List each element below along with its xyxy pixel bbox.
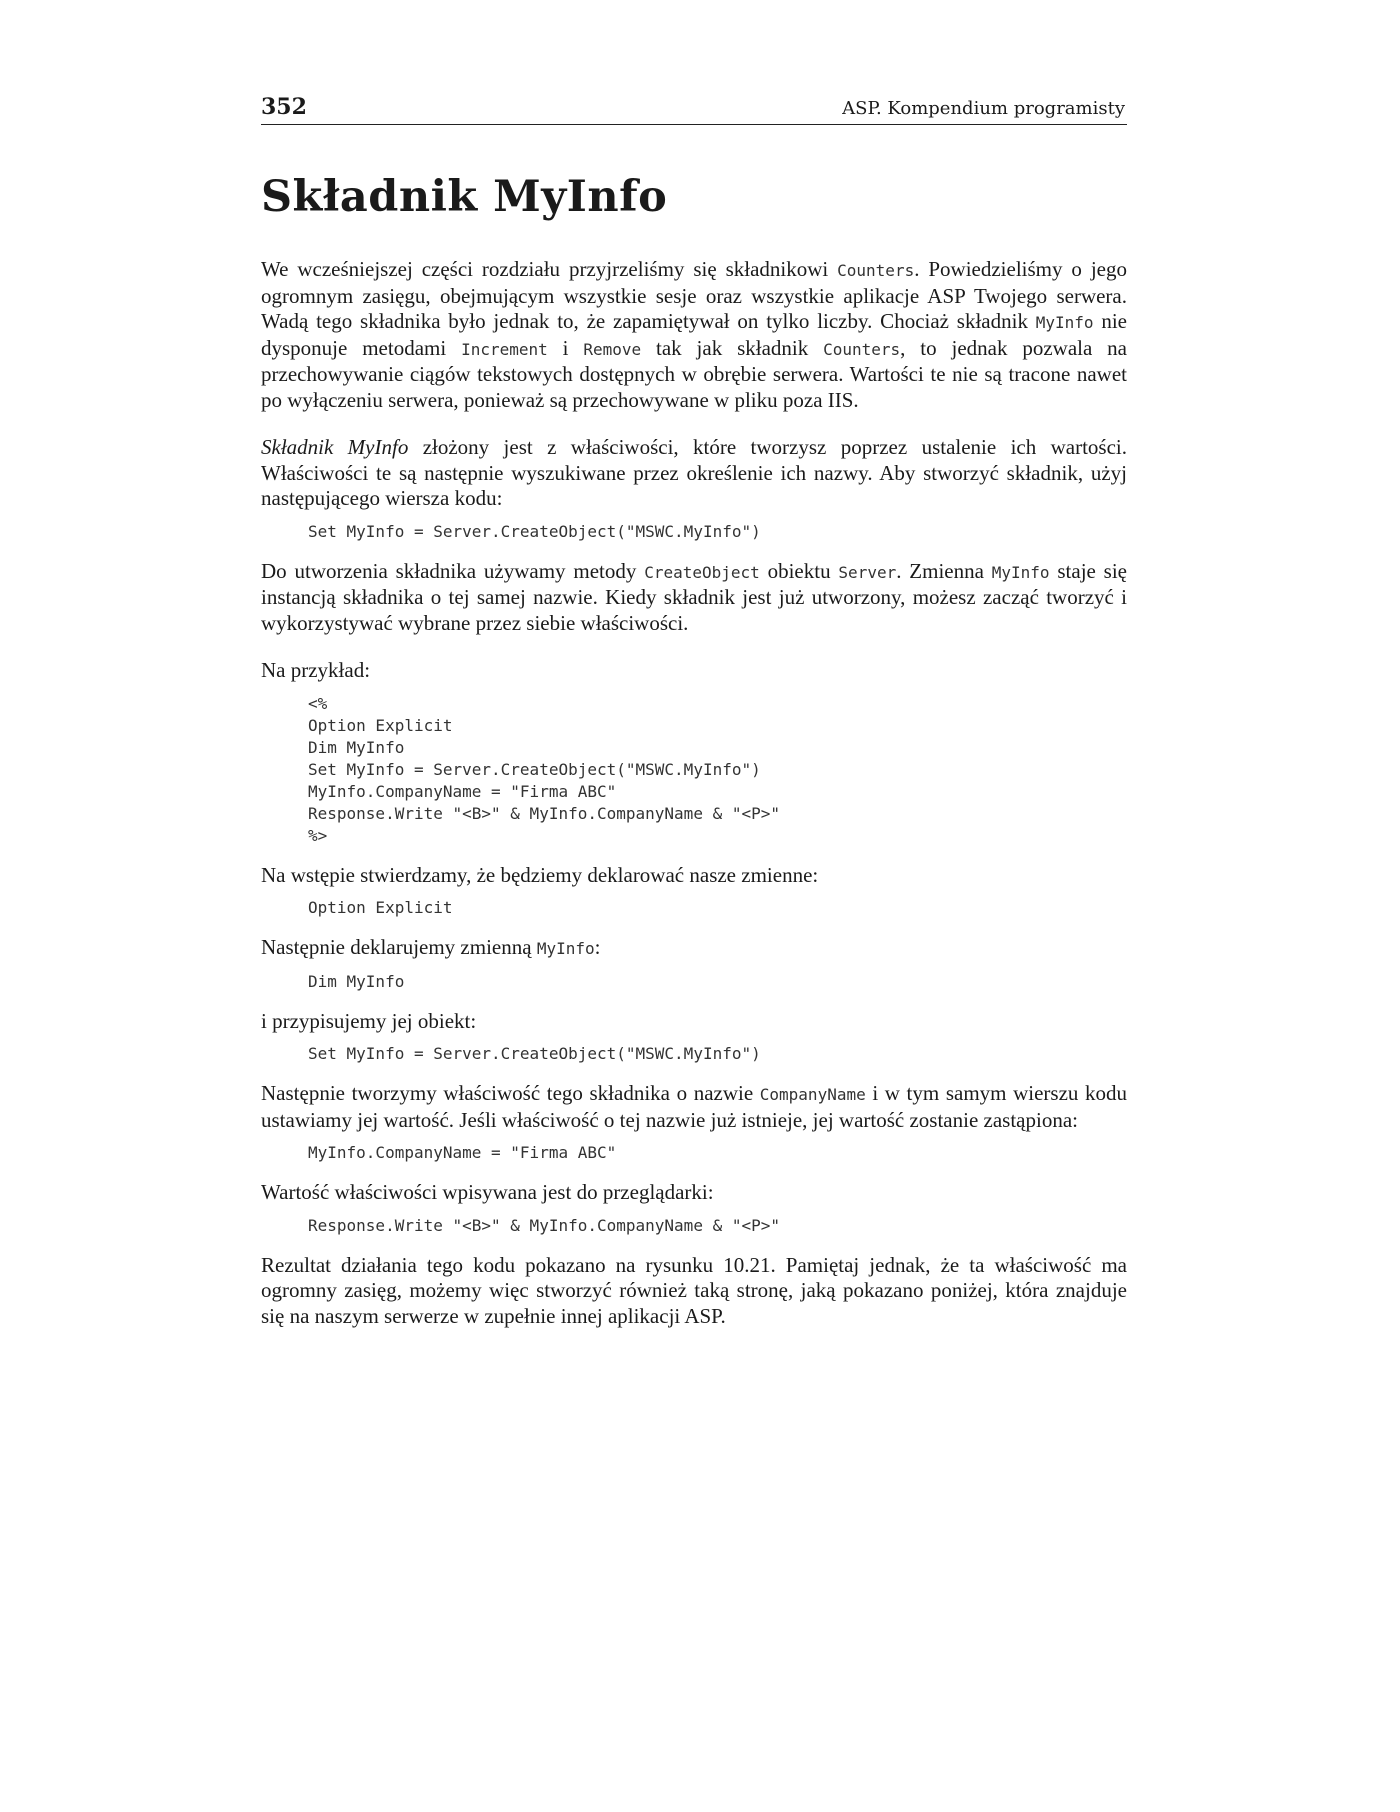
code-listing-option: Option Explicit [308,898,453,917]
paragraph-write: Wartość właściwości wpisywana jest do przeglądarki: [261,1180,714,1204]
body-text [261,257,1127,1329]
code-listing-dim: Dim MyInfo [308,971,405,991]
paragraph-property: Następnie tworzymy właściwość tego składnika o nazwie CompanyName i w tym samym wierszu kodu ustawiamy jej wartość. Jeśli właściwość o tej nazwie już istnieje, jej wartość zostanie zastąpiona: [261,1081,1128,1132]
paragraph-intro: We wcześniejszej części rozdziału przyjrzeliśmy się składnikowi Counters. Powiedzieliśmy o jego ogromnym zasięgu, obejmującym wszystkie sesje oraz wszystkie aplikacje ASP Twojego serwera. Wadą tego składnika było jednak to, że zapamiętywał on tylko liczby. Chociaż składnik MyInfo nie dysponuje metodami Increment i Remove tak jak składnik Counters, to jednak pozwala na przechowywanie ciągów tekstowych dostępnych w obrębie serwera. Wartości te nie są tracone nawet po wyłączeniu serwera, ponieważ są przechowywane w pliku poza IIS. [261,257,1127,412]
paragraph-properties: Składnik MyInfo złożony jest z właściwości, które tworzysz poprzez ustalenie ich wartości. Właściwości te są następnie wyszukiwane przez określenie ich nazwy. Aby stworzyć składnik, użyj następującego wiersza kodu: [261,435,1127,510]
code-listing-example: <% Option Explicit Dim MyInfo Set MyInfo = Server.CreateObject("MSWC.MyInfo") MyInfo.CompanyName = "Firma ABC" Response.Write "<B>" & MyInfo.CompanyName & "<P>" %> [308,693,781,845]
running-title: ASP. Kompendium programisty [842,98,1125,119]
page-number: 352 [261,94,307,120]
code-listing-write: Response.Write "<B>" & MyInfo.CompanyName & "<P>" [308,1215,781,1235]
paragraph-createobject: Do utworzenia składnika używamy metody CreateObject obiektu Server. Zmienna MyInfo staje się instancją składnika o tej samej nazwie. Kiedy składnik jest już utworzony, możesz zacząć tworzyć i wykorzystywać wybrane przez siebie właściwości. [261,558,1127,635]
paragraph-example: Na przykład: [261,658,371,682]
paragraph-declare: Na wstępie stwierdzamy, że będziemy deklarować nasze zmienne: [261,862,819,887]
code-listing-set: Set MyInfo = Server.CreateObject("MSWC.MyInfo") [308,1044,761,1063]
paragraph-result: Rezultat działania tego kodu pokazano na rysunku 10.21. Pamiętaj jednak, że ta właściwość ma ogromny zasięg, możemy więc stworzyć również taką stronę, jaką pokazano poniżej, która znajduje się na naszym serwerze w zupełnie innej aplikacji ASP. [261,1252,1127,1328]
page-header [261,94,1127,125]
paragraph-dim: Następnie deklarujemy zmienną MyInfo: [261,935,601,959]
code-listing-property: MyInfo.CompanyName = "Firma ABC" [308,1143,617,1162]
code-listing-create: Set MyInfo = Server.CreateObject("MSWC.MyInfo") [308,521,761,541]
section-title: Składnik MyInfo [261,172,668,222]
paragraph-assign: i przypisujemy jej obiekt: [261,1008,477,1033]
